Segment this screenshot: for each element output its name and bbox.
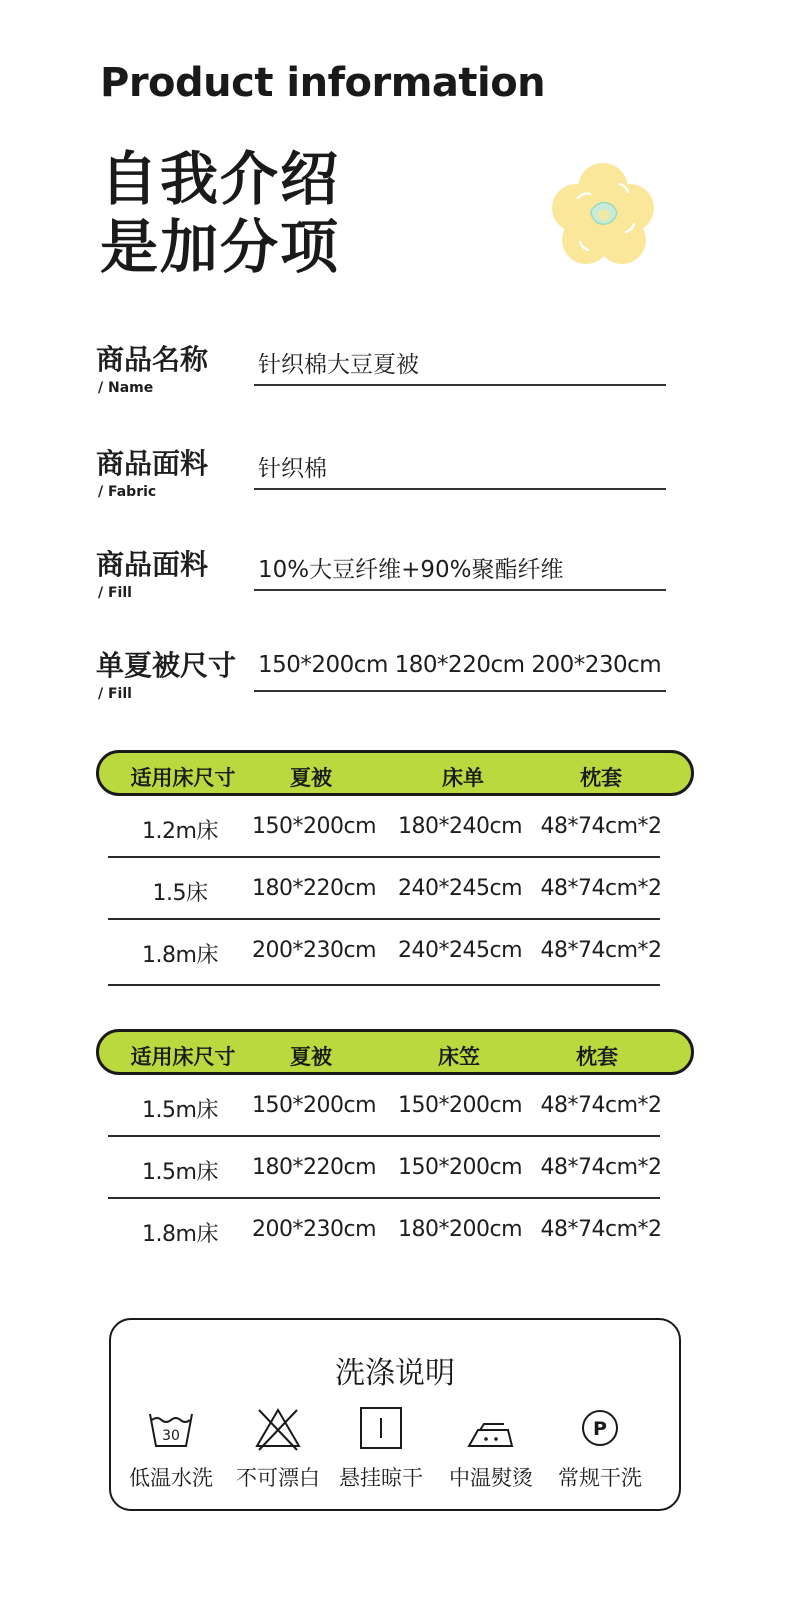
hang-dry-icon (356, 1406, 406, 1452)
table-cell: 48*74cm*2 (540, 1155, 662, 1180)
table-cell: 48*74cm*2 (540, 876, 662, 901)
header-cell: 床笠 (438, 1045, 480, 1069)
dry-clean-p-icon (575, 1406, 625, 1452)
table-header (96, 1029, 694, 1075)
care-instructions (109, 1318, 681, 1511)
table-cell: 240*245cm (397, 876, 523, 901)
info-label: 商品名称 (96, 343, 209, 376)
table-row (96, 858, 694, 920)
info-row-size (96, 644, 676, 714)
table-cell: 48*74cm*2 (540, 938, 662, 963)
header-cell: 枕套 (576, 1045, 618, 1069)
header-cell: 夏被 (290, 1045, 332, 1069)
table-cell: 48*74cm*2 (540, 1093, 662, 1118)
table-row (96, 920, 694, 986)
table-cell: 180*220cm (251, 1155, 377, 1180)
table-cell: 180*220cm (251, 876, 377, 901)
header-cell: 适用床尺寸 (130, 1045, 236, 1069)
size-table-2 (96, 1029, 694, 1261)
table-header (96, 750, 694, 796)
info-label: 商品面料 (96, 447, 209, 480)
size-table-1 (96, 750, 694, 986)
header-cell: 夏被 (290, 766, 332, 790)
table-cell: 200*230cm (251, 938, 377, 963)
header-cell: 适用床尺寸 (130, 766, 236, 790)
underline (254, 690, 666, 692)
iron-medium-icon (466, 1406, 516, 1452)
table-row (96, 1137, 694, 1199)
table-cell: 1.8m床 (142, 1222, 218, 1247)
info-value: 150*200cm 180*220cm 200*230cm (258, 652, 662, 678)
table-cell: 200*230cm (251, 1217, 377, 1242)
care-label: 不可漂白 (236, 1466, 320, 1490)
info-sublabel: / Fill (98, 686, 132, 702)
info-row-fill (96, 543, 676, 613)
table-cell: 180*200cm (397, 1217, 523, 1242)
info-sublabel: / Fabric (98, 484, 157, 500)
header-cell: 床单 (442, 766, 484, 790)
table-cell: 180*240cm (397, 814, 523, 839)
table-cell: 1.5m床 (142, 1160, 218, 1185)
table-cell: 1.2m床 (142, 819, 218, 844)
table-cell: 1.5m床 (142, 1098, 218, 1123)
yellow-flower-icon (548, 160, 658, 270)
care-label: 低温水洗 (129, 1466, 213, 1490)
underline (254, 488, 666, 490)
info-value: 针织棉大豆夏被 (258, 352, 419, 378)
care-label: 悬挂晾干 (339, 1466, 423, 1490)
underline (254, 589, 666, 591)
care-item-bleach (223, 1400, 333, 1500)
care-item-dryclean (545, 1400, 655, 1500)
table-cell: 150*200cm (251, 1093, 377, 1118)
table-cell: 150*200cm (397, 1093, 523, 1118)
info-value: 针织棉 (258, 456, 327, 482)
care-label: 常规干洗 (558, 1466, 642, 1490)
row-divider (108, 984, 660, 986)
info-label: 单夏被尺寸 (96, 649, 237, 682)
title-cn-line2: 是加分项 (100, 213, 341, 281)
info-label: 商品面料 (96, 548, 209, 581)
wash-temp: 30 (162, 1428, 180, 1444)
title-cn-line1: 自我介绍 (100, 145, 341, 213)
table-row (96, 1075, 694, 1137)
table-cell: 240*245cm (397, 938, 523, 963)
table-cell: 1.5床 (152, 881, 208, 906)
table-row (96, 796, 694, 858)
wash-30-icon (146, 1406, 196, 1452)
care-item-iron (436, 1400, 546, 1500)
care-item-dry (326, 1400, 436, 1500)
info-value: 10%大豆纤维+90%聚酯纤维 (258, 557, 564, 583)
info-sublabel: / Fill (98, 585, 132, 601)
table-cell: 48*74cm*2 (540, 1217, 662, 1242)
header-cell: 枕套 (580, 766, 622, 790)
info-row-name (96, 338, 676, 408)
no-bleach-icon (253, 1406, 303, 1452)
underline (254, 384, 666, 386)
table-cell: 150*200cm (397, 1155, 523, 1180)
info-row-fabric (96, 442, 676, 512)
care-title: 洗涤说明 (335, 1356, 455, 1391)
info-sublabel: / Name (98, 380, 154, 396)
table-row (96, 1199, 694, 1261)
care-label: 中温熨烫 (449, 1466, 533, 1490)
table-cell: 1.8m床 (142, 943, 218, 968)
page-title-en: Product information (100, 60, 546, 106)
table-cell: 48*74cm*2 (540, 814, 662, 839)
care-item-wash (116, 1400, 226, 1500)
page-title-cn (100, 145, 340, 281)
table-cell: 150*200cm (251, 814, 377, 839)
dry-clean-mark: P (593, 1418, 607, 1440)
